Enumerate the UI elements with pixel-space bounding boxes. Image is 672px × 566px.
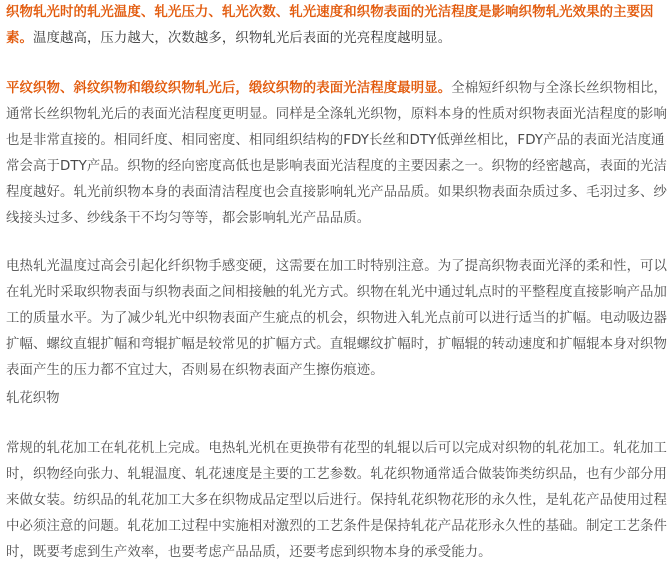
paragraph-embossing: 常规的轧花加工在轧花机上完成。电热轧光机在更换带有花型的轧辊以后可以完成对织物的轧花加工。轧花加工时，织物经向张力、轧辊温度、轧花速度是主要的工艺参数。轧花织物通常适合做装饰类纺织品，也有少部分用来做女装。纺织品的轧花加工大多在织物成品定型以后进行。保持轧花织物花形的永久性，是轧花产品使用过程中必须注意的问题。轧花加工过程中实施相对激烈的工艺条件是保持轧花产品花形永久性的基础。制定工艺条件时，既要考虑到生产效率，也要考虑产品品质，还要考虑到织物本身的承受能力。 [6,441,668,560]
article-body [6,0,668,566]
paragraph-intro [6,0,668,52]
paragraph-temperature: 电热轧光温度过高会引起化纤织物手感变硬，这需要在加工时特别注意。为了提高织物表面光泽的柔和性，可以在轧光时采取织物表面与织物表面之间相接触的轧光方式。织物在轧光中通过轧点时的平整程度直接影响产品加工的质量水平。为了减少轧光中织物表面产生疵点的机会，织物进入轧光点前可以进行适当的扩幅。电动吸边器扩幅、螺纹直辊扩幅和弯辊扩幅是较常见的扩幅方式。直辊螺纹扩幅时，扩幅辊的转动速度和扩幅辊本身对织物表面产生的压力都不宜过大，否则易在织物表面产生擦伤痕迹。 [6,259,668,378]
intro-rest-text: 温度越高，压力越大，次数越多，织物轧光后表面的光亮程度越明显。 [32,31,452,46]
intro-highlight-text: 织物轧光时的轧光温度、轧光压力、轧光次数、轧光速度和织物表面的光洁程度是影响织物轧光效果的主要因素。 [6,5,654,46]
para2-highlight-text: 平纹织物、斜纹织物和缎纹织物轧光后，缎纹织物的表面光洁程度最明显。 [6,81,452,96]
section-heading-embossed-fabric: 轧花织物 [6,391,60,406]
para2-rest-text: 全棉短纤织物与全涤长丝织物相比，通常长丝织物轧光后的表面光洁程度更明显。同样是全涤轧光织物，原料本身的性质对织物表面光洁程度的影响也是非常直接的。相同纤度、相同密度、相同组织结构的FDY长丝和DTY低弹丝相比，FDY产品的表面光洁度通常会高于DTY产品。织物的经向密度高低也是影响表面光洁程度的主要因素之一。织物的经密越高，表面的光洁程度越好。轧光前织物本身的表面清洁程度也会直接影响轧光产品品质。如果织物表面杂质过多、毛羽过多、纱线接头过多、纱线条干不均匀等等，都会影响轧光产品品质。 [6,81,668,226]
paragraph-fabric-types [6,76,668,232]
